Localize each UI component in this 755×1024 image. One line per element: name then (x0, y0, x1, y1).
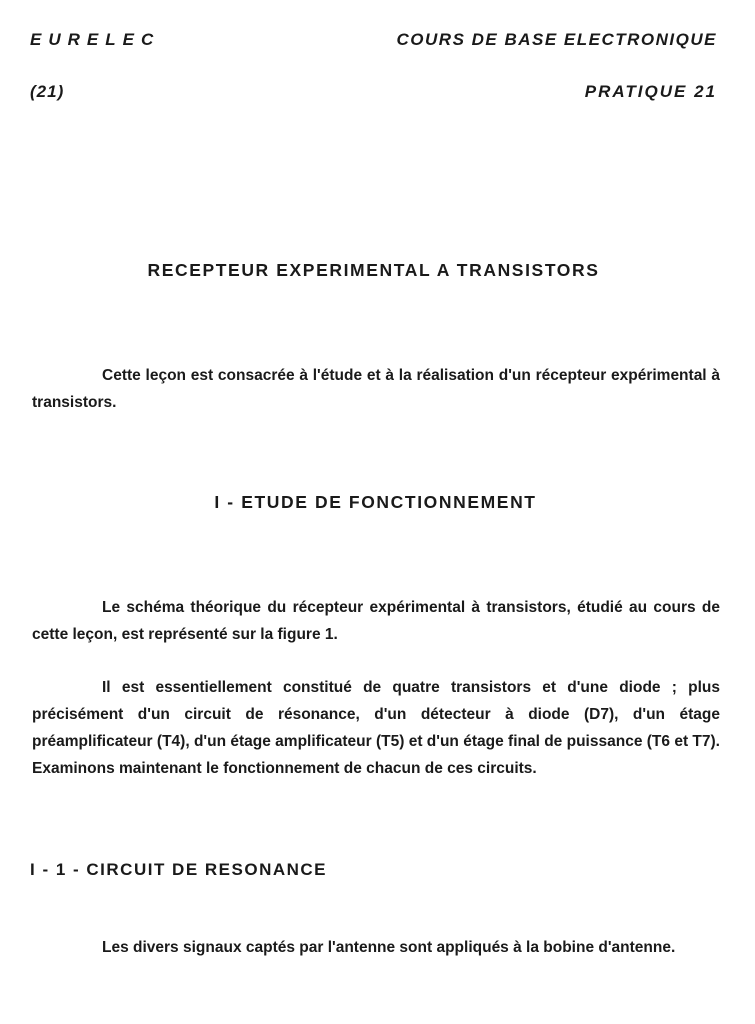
signals-paragraph (32, 934, 720, 961)
schema-paragraph (32, 594, 720, 648)
section-title: I - ETUDE DE FONCTIONNEMENT (214, 492, 537, 512)
main-title: RECEPTEUR EXPERIMENTAL A TRANSISTORS (147, 260, 600, 280)
schema-paragraph-text: Le schéma théorique du récepteur expérimental à transistors, étudié au cours de cette leçon, est représenté sur la figure 1. (32, 599, 720, 643)
practice-number: PRATIQUE 21 (584, 82, 717, 101)
brand-header: EURELEC (30, 30, 161, 49)
signals-paragraph-text: Les divers signaux captés par l'antenne sont appliqués à la bobine d'antenne. (102, 939, 676, 956)
composition-paragraph-text: Il est essentiellement constitué de quatre transistors et d'une diode ; plus précisément d'un circuit de résonance, d'un détecteur à diode (D7), d'un étage préamplificateur (T4), d'un étage amplificateur (T5) et d'un étage final de puissance (T6 et T7). Examinons maintenant le fonctionnement de chacun de ces circuits. (32, 679, 720, 777)
intro-paragraph-text: Cette leçon est consacrée à l'étude et à la réalisation d'un récepteur expérimental à transistors. (32, 367, 720, 411)
document-number: (21) (30, 82, 65, 101)
composition-paragraph (32, 674, 720, 782)
subsection-title: I - 1 - CIRCUIT DE RESONANCE (30, 860, 328, 879)
course-header: COURS DE BASE ELECTRONIQUE (396, 30, 717, 49)
intro-paragraph (32, 362, 720, 416)
